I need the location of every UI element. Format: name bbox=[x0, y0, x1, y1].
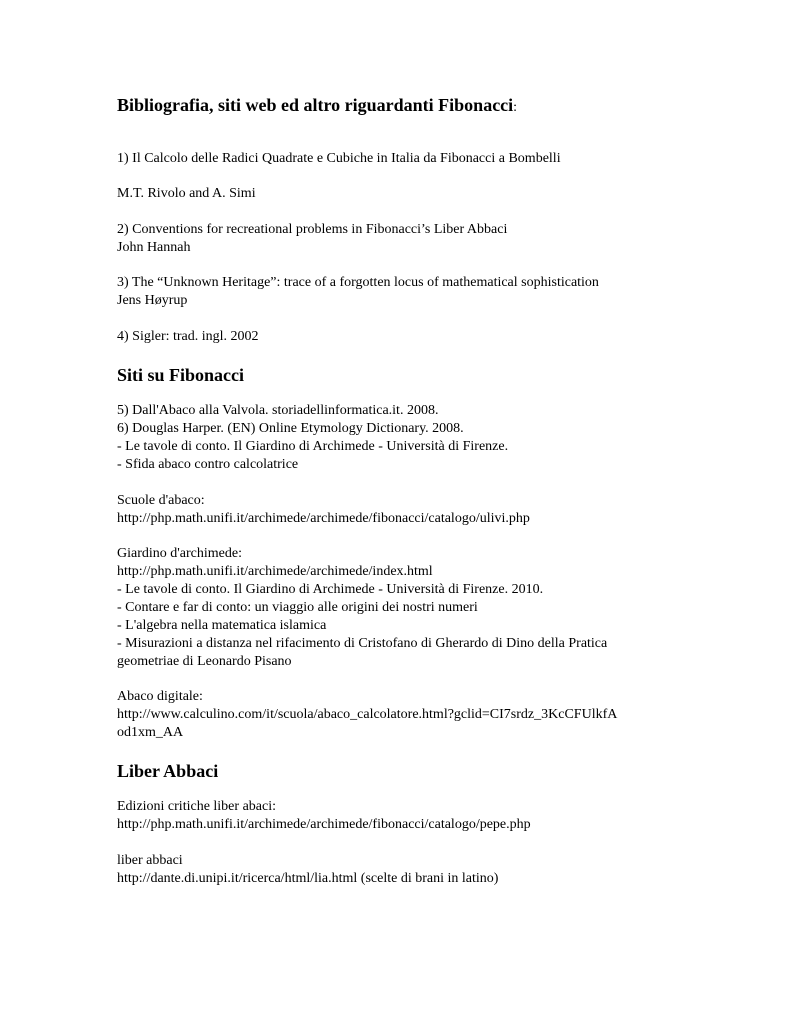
text-line: 3) The “Unknown Heritage”: trace of a forgotten locus of mathematical sophistication bbox=[117, 275, 599, 290]
text-line: Scuole d'abaco: bbox=[117, 493, 205, 508]
bibliography-entry bbox=[117, 328, 717, 346]
url-line: http://php.math.unifi.it/archimede/archimede/fibonacci/catalogo/ulivi.php bbox=[117, 511, 530, 526]
text-line: - Sfida abaco contro calcolatrice bbox=[117, 457, 299, 472]
section-block bbox=[117, 798, 717, 834]
bibliography-entry bbox=[117, 185, 717, 203]
section-block bbox=[117, 852, 717, 888]
bibliography-entry bbox=[117, 274, 717, 310]
section-heading-liber: Liber Abbaci bbox=[117, 761, 219, 781]
text-line: liber abbaci bbox=[117, 853, 183, 868]
text-line: 4) Sigler: trad. ingl. 2002 bbox=[117, 329, 259, 344]
text-line: - Misurazioni a distanza nel rifacimento di Cristofano di Gherardo di Dino della Pratica bbox=[117, 636, 608, 651]
url-line: http://php.math.unifi.it/archimede/archimede/fibonacci/catalogo/pepe.php bbox=[117, 817, 531, 832]
text-line: 6) Douglas Harper. (EN) Online Etymology Dictionary. 2008. bbox=[117, 421, 464, 436]
url-line: od1xm_AA bbox=[117, 725, 184, 740]
url-line: http://dante.di.unipi.it/ricerca/html/lia.html (scelte di brani in latino) bbox=[117, 871, 499, 886]
text-line: Giardino d'archimede: bbox=[117, 546, 242, 561]
section-heading-siti: Siti su Fibonacci bbox=[117, 365, 245, 385]
text-line: Abaco digitale: bbox=[117, 689, 203, 704]
url-line: http://php.math.unifi.it/archimede/archimede/index.html bbox=[117, 564, 433, 579]
text-line: 5) Dall'Abaco alla Valvola. storiadellinformatica.it. 2008. bbox=[117, 403, 439, 418]
title-colon: : bbox=[513, 100, 518, 115]
text-line: - Le tavole di conto. Il Giardino di Archimede - Università di Firenze. bbox=[117, 439, 509, 454]
text-line: geometriae di Leonardo Pisano bbox=[117, 654, 292, 669]
text-line: Jens Høyrup bbox=[117, 293, 188, 308]
section-block bbox=[117, 492, 717, 528]
document-title bbox=[117, 94, 517, 119]
text-line: M.T. Rivolo and A. Simi bbox=[117, 186, 256, 201]
text-line: 1) Il Calcolo delle Radici Quadrate e Cubiche in Italia da Fibonacci a Bombelli bbox=[117, 151, 561, 166]
section-block bbox=[117, 402, 717, 474]
bibliography-entry bbox=[117, 150, 717, 168]
text-line: - Le tavole di conto. Il Giardino di Archimede - Università di Firenze. 2010. bbox=[117, 582, 544, 597]
section-block bbox=[117, 545, 717, 671]
text-line: John Hannah bbox=[117, 240, 191, 255]
title-text: Bibliografia, siti web ed altro riguardanti Fibonacci bbox=[117, 95, 514, 115]
text-line: - Contare e far di conto: un viaggio alle origini dei nostri numeri bbox=[117, 600, 478, 615]
url-line: http://www.calculino.com/it/scuola/abaco_calcolatore.html?gclid=CI7srdz_3KcCFUlkfA bbox=[117, 707, 618, 722]
text-line: - L'algebra nella matematica islamica bbox=[117, 618, 327, 633]
section-block bbox=[117, 688, 717, 742]
bibliography-entry bbox=[117, 221, 717, 257]
text-line: Edizioni critiche liber abaci: bbox=[117, 799, 276, 814]
text-line: 2) Conventions for recreational problems in Fibonacci’s Liber Abbaci bbox=[117, 222, 508, 237]
